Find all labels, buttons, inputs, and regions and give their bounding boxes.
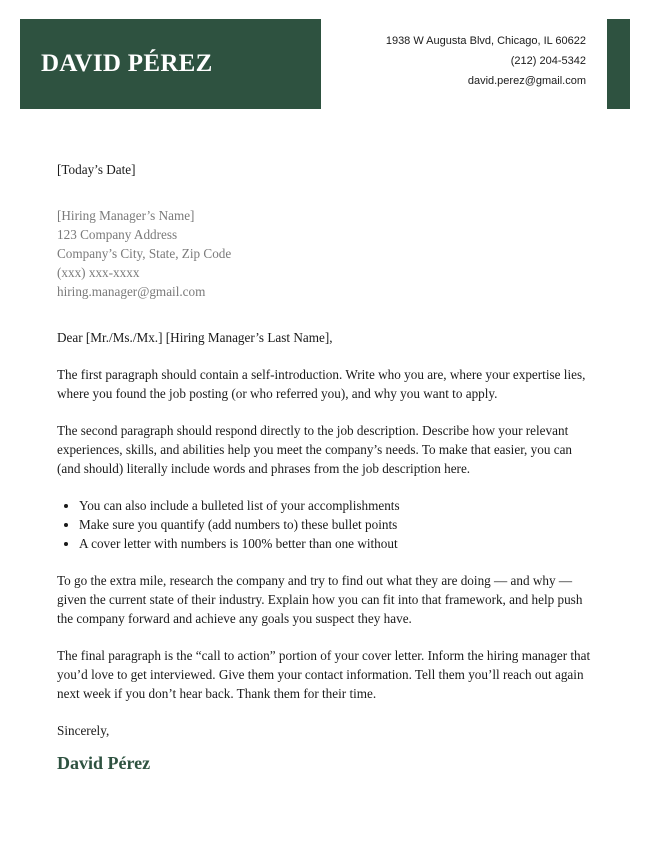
list-item: • You can also include a bulleted list of your accomplishments (79, 496, 592, 515)
salutation: Dear [Mr./Ms./Mx.] [Hiring Manager’s Last Name], (57, 330, 333, 345)
letter-date: [Today’s Date] (57, 162, 136, 177)
name-banner (20, 19, 321, 109)
paragraph-intro: The first paragraph should contain a self-introduction. Write who you are, where your expertise lies, where you found the job posting (or who referred you), and why you want to apply. (57, 367, 586, 401)
recipient-email: hiring.manager@gmail.com (57, 284, 206, 299)
recipient-name: [Hiring Manager’s Name] (57, 208, 195, 223)
contact-info (386, 31, 586, 91)
recipient-address: 123 Company Address (57, 227, 178, 242)
closing: Sincerely, (57, 723, 110, 738)
paragraph-research: To go the extra mile, research the company and try to find out what they are doing — and why — given the current state of their industry. Explain how you can fit into that framework, and help push the company forward and achieve any goals you suspect they have. (57, 573, 583, 626)
accent-bar (607, 19, 630, 109)
paragraph-call-to-action: The final paragraph is the “call to action” portion of your cover letter. Inform the hiring manager that you’d love to get interviewed. Give them your contact information. Tell them you’ll reach out again next week if you don’t hear back. Thank them for their time. (57, 648, 591, 701)
recipient-block (57, 206, 592, 301)
paragraph-job-description: The second paragraph should respond directly to the job description. Describe how your relevant experiences, skills, and abilities help you meet the company’s needs. To make that easier, you can (and should) literally include words and phrases from the job description here. (57, 423, 573, 476)
recipient-city: Company’s City, State, Zip Code (57, 246, 232, 261)
letter-body (57, 160, 592, 773)
list-item: • A cover letter with numbers is 100% better than one without (79, 534, 592, 553)
recipient-phone: (xxx) xxx-xxxx (57, 265, 140, 280)
list-item: • Make sure you quantify (add numbers to) these bullet points (79, 515, 592, 534)
accomplishments-list (57, 496, 592, 553)
contact-email: david.perez@gmail.com (467, 75, 586, 87)
contact-phone: (212) 204-5342 (510, 55, 586, 67)
applicant-name: DAVID PÉREZ (41, 50, 213, 77)
contact-address: 1938 W Augusta Blvd, Chicago, IL 60622 (385, 35, 586, 47)
signature: David Pérez (57, 753, 151, 773)
